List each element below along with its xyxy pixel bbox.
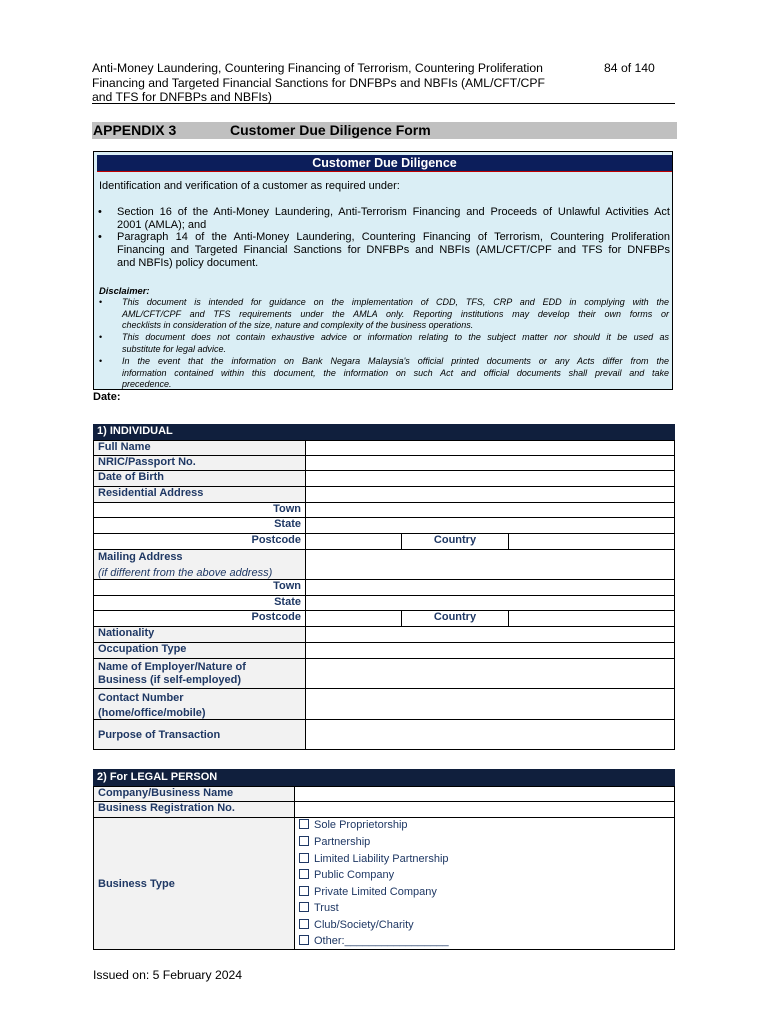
contact-field[interactable] — [305, 688, 675, 720]
employer-label-line: Business (if self-employed) — [98, 673, 242, 686]
business-type-option[interactable] — [299, 836, 370, 848]
option-label: Sole Proprietorship — [314, 819, 408, 831]
bullet-icon: • — [99, 356, 103, 366]
dob-field[interactable] — [305, 470, 675, 487]
mail-country-field[interactable] — [508, 610, 675, 627]
res-town-field[interactable] — [305, 502, 675, 518]
option-label: Club/Society/Charity — [314, 919, 414, 931]
contact-label-line: Contact Number — [98, 692, 184, 704]
res-postcode-field[interactable] — [305, 533, 402, 550]
option-label: Partnership — [314, 836, 371, 848]
legal-person-section-heading: 2) For LEGAL PERSON — [93, 769, 675, 786]
mail-town-label: Town — [93, 579, 306, 596]
business-type-option[interactable] — [299, 819, 408, 831]
disclaimer-line: precedence. — [122, 379, 172, 389]
business-type-option[interactable] — [299, 902, 339, 914]
registration-no-label: Business Registration No. — [93, 801, 295, 818]
header-line: Financing and Targeted Financial Sanctions for DNFBPs and NBFIs (AML/CFT/CPF — [92, 75, 545, 90]
business-type-option[interactable] — [299, 869, 394, 881]
residential-address-field[interactable] — [305, 486, 675, 503]
checkbox-icon[interactable] — [299, 886, 309, 896]
disclaimer-line: information contained within this document, the information on such Act and official documents shall prevail and take — [122, 367, 669, 378]
res-town-label: Town — [93, 502, 306, 518]
checkbox-icon[interactable] — [299, 902, 309, 912]
business-type-option[interactable] — [299, 853, 449, 865]
full-name-field[interactable] — [305, 440, 675, 456]
mail-country-label: Country — [401, 610, 509, 627]
disclaimer-item — [122, 297, 669, 332]
appendix-number: APPENDIX 3 — [93, 122, 177, 138]
res-country-field[interactable] — [508, 533, 675, 550]
bullet-icon: • — [98, 231, 102, 243]
bullet-icon: • — [99, 332, 103, 342]
employer-field[interactable] — [305, 658, 675, 689]
option-label: Public Company — [314, 869, 395, 881]
disclaimer-line: This document does not contain exhaustive advice or information relating to the subject matter nor should it be used as — [122, 332, 669, 342]
option-label: Limited Liability Partnership — [314, 853, 449, 865]
disclaimer-item — [122, 332, 669, 355]
disclaimer-item — [122, 356, 669, 391]
mailing-address-note: (if different from the above address) — [98, 566, 273, 579]
appendix-title: Customer Due Diligence Form — [230, 122, 431, 138]
document-header-title — [92, 61, 592, 105]
res-country-label: Country — [401, 533, 509, 550]
company-name-field[interactable] — [294, 786, 675, 802]
business-type-option[interactable] — [299, 886, 437, 898]
mail-town-field[interactable] — [305, 579, 675, 596]
mailing-address-field[interactable] — [305, 549, 675, 580]
disclaimer-line: This document is intended for guidance on the implementation of CDD, TFS, CRP and EDD in complying with the — [122, 297, 669, 307]
bullet-line: and NBFIs) policy document. — [117, 257, 259, 269]
purpose-field[interactable] — [305, 719, 675, 750]
res-state-label: State — [93, 517, 306, 534]
disclaimer-line: substitute for legal advice. — [122, 343, 227, 354]
nric-field[interactable] — [305, 455, 675, 471]
bullet-line: Section 16 of the Anti-Money Laundering, Anti-Terrorism Financing and Proceeds of Unlawful Activities Act — [117, 206, 670, 218]
occupation-field[interactable] — [305, 642, 675, 659]
option-label: Trust — [314, 902, 339, 914]
disclaimer-line: checklists in consideration of the size, nature and complexity of the business operations. — [122, 320, 474, 330]
checkbox-icon[interactable] — [299, 869, 309, 879]
bullet-line: Financing and Targeted Financial Sanctions for DNFBPs and NBFIs (AML/CFT/CPF and TFS for DNFBPs — [117, 244, 670, 256]
disclaimer-title: Disclaimer: — [99, 285, 150, 296]
res-state-field[interactable] — [305, 517, 675, 534]
residential-address-label: Residential Address — [93, 486, 306, 503]
bullet-icon: • — [99, 297, 103, 307]
checkbox-icon[interactable] — [299, 853, 309, 863]
registration-no-field[interactable] — [294, 801, 675, 818]
business-type-option[interactable] — [299, 935, 449, 947]
bullet-icon: • — [98, 206, 102, 218]
res-postcode-label: Postcode — [93, 533, 306, 550]
company-name-label: Company/Business Name — [93, 786, 295, 802]
mail-postcode-label: Postcode — [93, 610, 306, 627]
contact-label — [93, 688, 306, 720]
contact-label-line: (home/office/mobile) — [98, 706, 206, 719]
cdd-heading: Customer Due Diligence — [97, 155, 672, 172]
purpose-label: Purpose of Transaction — [93, 719, 306, 750]
cdd-bullet — [117, 206, 670, 232]
employer-label — [93, 658, 306, 689]
checkbox-icon[interactable] — [299, 836, 309, 846]
employer-label-line: Name of Employer/Nature of — [98, 661, 246, 673]
header-line: and TFS for DNFBPs and NBFIs) — [92, 90, 272, 105]
page-number: 84 of 140 — [604, 61, 655, 75]
issued-date: Issued on: 5 February 2024 — [93, 968, 243, 982]
bullet-line: 2001 (AMLA); and — [117, 219, 207, 231]
header-divider — [92, 103, 675, 104]
option-label: Other:_________________ — [314, 935, 449, 947]
business-type-option[interactable] — [299, 919, 414, 931]
option-label: Private Limited Company — [314, 886, 437, 898]
disclaimer-line: AML/CFT/CPF and TFS requirements under the AMLA only. Reporting institutions may develop their own forms or — [122, 308, 669, 319]
bullet-line: Paragraph 14 of the Anti-Money Laundering, Countering Financing of Terrorism, Countering Proliferation — [117, 231, 670, 243]
header-line: Anti-Money Laundering, Countering Financing of Terrorism, Countering Proliferation — [92, 61, 543, 75]
cdd-bullet — [117, 231, 670, 270]
individual-section-heading: 1) INDIVIDUAL — [93, 424, 675, 440]
checkbox-icon[interactable] — [299, 819, 309, 829]
checkbox-icon[interactable] — [299, 935, 309, 945]
mail-postcode-field[interactable] — [305, 610, 402, 627]
disclaimer-line: In the event that the information on Bank Negara Malaysia's official printed documents or any Acts differ from the — [122, 356, 669, 366]
mailing-address-title: Mailing Address — [98, 551, 183, 563]
mail-state-field[interactable] — [305, 595, 675, 611]
mail-state-label: State — [93, 595, 306, 611]
dob-label: Date of Birth — [93, 470, 306, 487]
mailing-address-label — [93, 549, 306, 580]
nric-label: NRIC/Passport No. — [93, 455, 306, 471]
cdd-intro: Identification and verification of a customer as required under: — [99, 180, 400, 192]
business-type-label: Business Type — [93, 817, 295, 950]
nationality-field[interactable] — [305, 626, 675, 643]
date-label: Date: — [93, 391, 121, 403]
occupation-label: Occupation Type — [93, 642, 306, 659]
checkbox-icon[interactable] — [299, 919, 309, 929]
full-name-label: Full Name — [93, 440, 306, 456]
nationality-label: Nationality — [93, 626, 306, 643]
